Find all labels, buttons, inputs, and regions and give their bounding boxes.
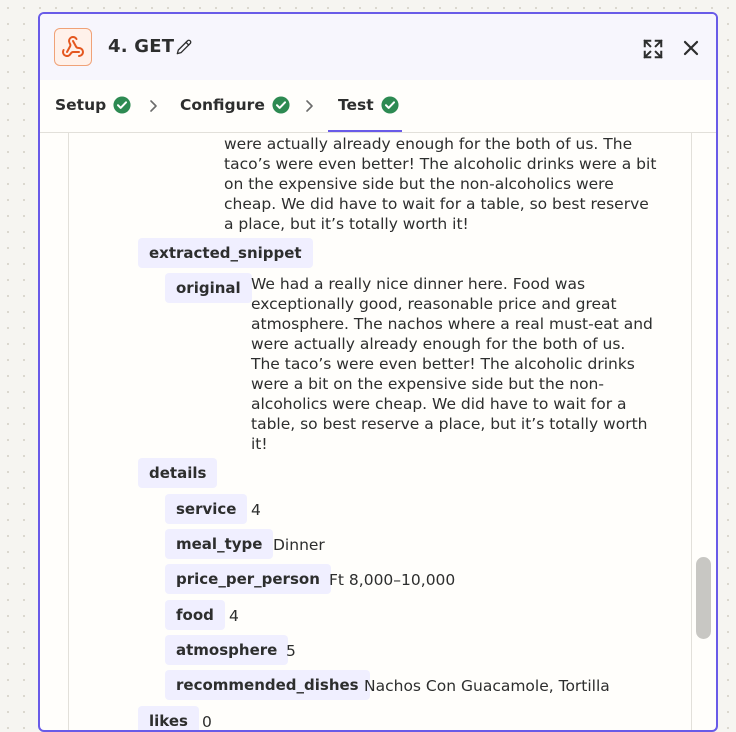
text-line: a place, but it’s totally worth it! [224, 215, 469, 233]
detail-key-food[interactable]: food [165, 600, 225, 630]
original-value [251, 274, 653, 454]
panel-header [40, 14, 716, 80]
detail-key-price-per-person[interactable]: price_per_person [165, 564, 331, 594]
text-line: table, so best reserve a place, but it’s totally worth [251, 415, 648, 433]
likes-key[interactable]: likes [138, 706, 199, 732]
text-line: cheap. We did have to wait for a table, so best reserve [224, 195, 649, 213]
step-tabs [40, 80, 716, 133]
chevron-right-icon [304, 98, 316, 117]
detail-value-food: 4 [229, 607, 239, 625]
tab-test[interactable] [338, 96, 399, 114]
step-panel [38, 12, 718, 732]
likes-value: 0 [202, 713, 212, 731]
detail-key-service[interactable]: service [165, 494, 247, 524]
text-line: alcoholics were cheap. We did have to wait for a [251, 395, 627, 413]
text-line: exceptionally good, reasonable price and great [251, 295, 617, 313]
webhook-icon [54, 28, 92, 66]
check-circle-icon [113, 96, 131, 114]
extracted-snippet-key[interactable]: extracted_snippet [138, 238, 313, 268]
close-icon[interactable] [682, 39, 700, 61]
detail-value-price-per-person: Ft 8,000–10,000 [329, 571, 456, 589]
tab-setup[interactable] [55, 96, 131, 114]
text-line: it! [251, 435, 268, 453]
tab-test-label: Test [338, 96, 374, 114]
pencil-icon[interactable] [176, 39, 192, 59]
text-line: The taco’s were even better! The alcoholic drinks [251, 355, 635, 373]
detail-value-meal-type: Dinner [273, 536, 325, 554]
step-title: 4. GET [108, 36, 175, 57]
text-line: taco’s were even better! The alcoholic drinks were a bit [224, 155, 657, 173]
detail-value-recommended-dishes: Nachos Con Guacamole, Tortilla [364, 677, 610, 695]
text-line: atmosphere. The nachos where a real must-eat and [251, 315, 653, 333]
tab-setup-label: Setup [55, 96, 107, 114]
text-line: were actually already enough for the both of us. The [224, 135, 633, 153]
active-tab-indicator [328, 130, 402, 132]
detail-key-recommended-dishes[interactable]: recommended_dishes [165, 670, 370, 700]
detail-key-atmosphere[interactable]: atmosphere [165, 635, 288, 665]
detail-value-atmosphere: 5 [286, 642, 296, 660]
original-key[interactable]: original [165, 273, 252, 303]
details-key[interactable]: details [138, 458, 217, 488]
tab-configure-label: Configure [180, 96, 265, 114]
text-line: on the expensive side but the non-alcoholics were [224, 175, 614, 193]
text-line: were a bit on the expensive side but the non- [251, 375, 604, 393]
check-circle-icon [272, 96, 290, 114]
expand-icon[interactable] [642, 38, 664, 64]
detail-key-meal-type[interactable]: meal_type [165, 529, 273, 559]
text-line: We had a really nice dinner here. Food was [251, 275, 586, 293]
test-output [68, 133, 692, 732]
check-circle-icon [381, 96, 399, 114]
scrollbar-thumb[interactable] [696, 557, 711, 639]
chevron-right-icon [148, 98, 160, 117]
tab-configure[interactable] [180, 96, 290, 114]
text-line: were actually already enough for the both of us. [251, 335, 626, 353]
detail-value-service: 4 [251, 501, 261, 519]
review-text [224, 134, 656, 234]
